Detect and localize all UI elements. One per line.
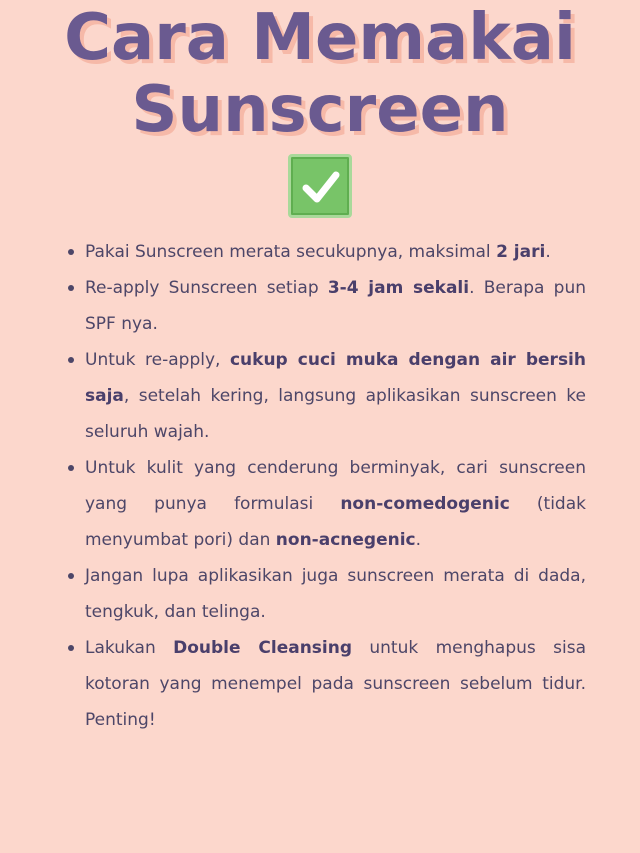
tip-item [85, 270, 586, 342]
page-title [0, 0, 640, 146]
tip-text: (tidak menyumbat pori) dan [85, 494, 586, 550]
tip-text: Pakai Sunscreen merata secukupnya, maksimal [85, 242, 497, 262]
tip-bold-text: non-comedogenic [340, 494, 510, 514]
tip-text: . [415, 530, 422, 550]
tip-item [85, 630, 586, 738]
tip-bold-text: non-acnegenic [275, 530, 416, 550]
title-line-2: Sunscreen [131, 73, 509, 147]
tip-item [85, 234, 586, 270]
tip-text: . Berapa pun SPF nya. [85, 278, 586, 334]
tip-item [85, 558, 586, 630]
tip-bold-text: cukup cuci muka dengan air bersih saja [85, 350, 586, 406]
tip-text: Lakukan [85, 638, 174, 658]
tip-text: Jangan lupa aplikasikan juga sunscreen merata di dada, tengkuk, dan telinga. [85, 566, 586, 622]
tip-bold-text: 3-4 jam sekali [327, 278, 470, 298]
check-mark-icon [288, 154, 352, 218]
tip-text: Re-apply Sunscreen setiap [85, 278, 328, 298]
tip-bold-text: 2 jari [496, 242, 546, 262]
tip-text: untuk menghapus sisa kotoran yang menempel pada sunscreen sebelum tidur. Penting! [85, 638, 586, 730]
tips-list [0, 234, 640, 738]
tip-item [85, 450, 586, 558]
check-mark-glyph [299, 165, 343, 209]
tip-bold-text: Double Cleansing [173, 638, 353, 658]
tip-text: Untuk re-apply, [85, 350, 230, 370]
title-line-1: Cara Memakai [64, 1, 576, 75]
tip-text: . [545, 242, 551, 262]
tip-item [85, 342, 586, 450]
tip-text: Untuk kulit yang cenderung berminyak, cari sunscreen yang punya formulasi [85, 458, 586, 514]
tip-text: , setelah kering, langsung aplikasikan sunscreen ke seluruh wajah. [85, 386, 586, 442]
